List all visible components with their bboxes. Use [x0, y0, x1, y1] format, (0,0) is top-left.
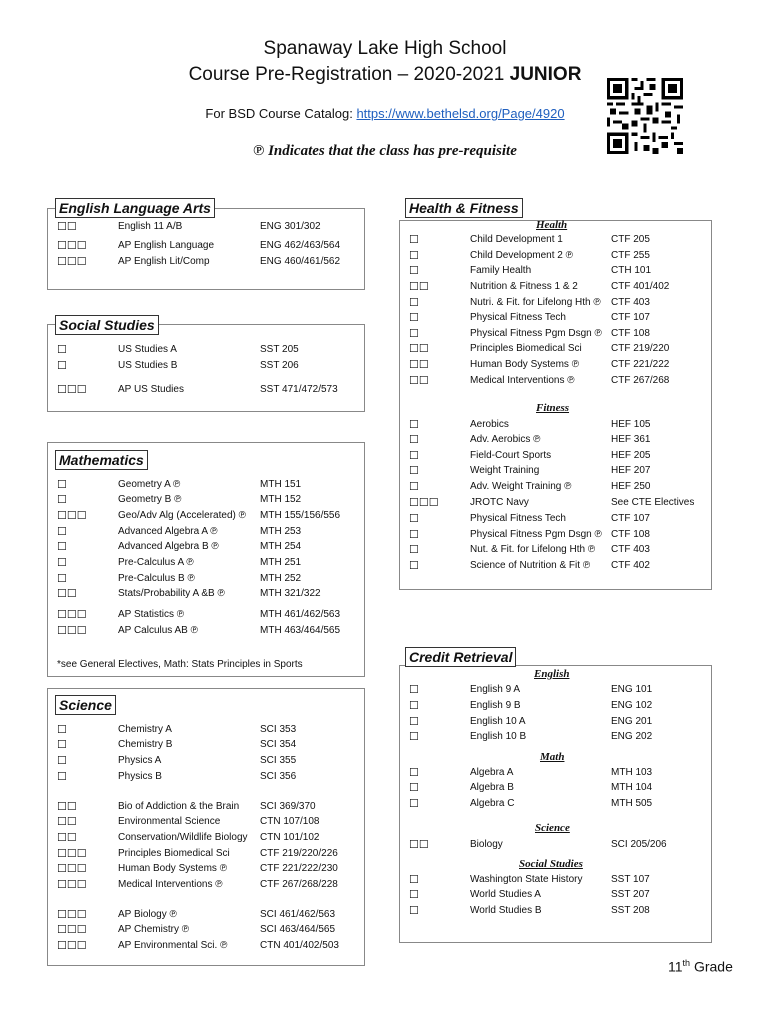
course-code: CTF 219/220	[611, 343, 670, 354]
course-code: SCI 205/206	[611, 839, 667, 850]
course-name: Science of Nutrition & Fit ℗	[470, 560, 591, 571]
course-code: MTH 155/156/556	[260, 510, 341, 521]
course-name: AP Environmental Sci. ℗	[118, 940, 228, 951]
grade-label	[668, 958, 733, 975]
course-checkbox[interactable]: ☐	[409, 434, 419, 446]
course-name: Aerobics	[470, 419, 509, 430]
grade-suffix: th	[682, 958, 691, 968]
course-code: MTH 321/322	[260, 588, 321, 599]
course-name: Nutri. & Fit. for Lifelong Hth ℗	[470, 297, 601, 308]
course-name: Chemistry B	[118, 739, 173, 750]
course-checkbox[interactable]: ☐	[409, 312, 419, 324]
title-prefix: Course Pre-Registration – 2020-2021	[188, 64, 510, 85]
course-name: Algebra B	[470, 782, 514, 793]
course-checkbox[interactable]: ☐	[409, 328, 419, 340]
course-checkbox[interactable]: ☐	[409, 700, 419, 712]
course-name: US Studies B	[118, 360, 178, 371]
grade-number: 11	[668, 958, 683, 975]
course-name: Algebra C	[470, 798, 515, 809]
grade-word: Grade	[690, 958, 733, 975]
credit-retrieval-section	[399, 665, 712, 943]
course-name: Human Body Systems ℗	[118, 863, 228, 874]
course-name: Physical Fitness Pgm Dsgn ℗	[470, 328, 602, 339]
course-name: Advanced Algebra A ℗	[118, 526, 218, 537]
course-code: MTH 253	[260, 526, 302, 537]
course-checkbox[interactable]: ☐☐☐	[57, 384, 87, 396]
course-code: MTH 151	[260, 479, 302, 490]
course-code: MTH 104	[611, 782, 653, 793]
course-code: CTF 221/222/230	[260, 863, 338, 874]
course-code: SCI 463/464/565	[260, 924, 336, 935]
social-studies-section-title: Social Studies	[55, 315, 159, 335]
course-checkbox[interactable]: ☐☐☐	[57, 848, 87, 860]
course-name: World Studies A	[470, 889, 541, 900]
course-checkbox[interactable]: ☐☐☐	[57, 924, 87, 936]
course-name: Algebra A	[470, 767, 514, 778]
course-code: CTF 403	[611, 297, 650, 308]
course-code: ENG 460/461/562	[260, 256, 341, 267]
course-name: Advanced Algebra B ℗	[118, 541, 219, 552]
course-code: CTF 221/222	[611, 359, 670, 370]
course-name: Nutrition & Fitness 1 & 2	[470, 281, 578, 292]
course-checkbox[interactable]: ☐	[57, 541, 67, 553]
course-code: SCI 369/370	[260, 801, 316, 812]
course-code: See CTE Electives	[611, 497, 695, 508]
course-checkbox[interactable]: ☐	[409, 297, 419, 309]
course-code: MTH 505	[611, 798, 653, 809]
course-checkbox[interactable]: ☐	[409, 684, 419, 696]
course-name: English 10 B	[470, 731, 527, 742]
science-section-title: Science	[55, 695, 116, 715]
course-code: ENG 201	[611, 716, 653, 727]
course-checkbox[interactable]: ☐	[409, 782, 419, 794]
mathematics-section-title: Mathematics	[55, 450, 148, 470]
course-name: Geometry A ℗	[118, 479, 181, 490]
course-checkbox[interactable]: ☐	[409, 419, 419, 431]
course-name: AP Calculus AB ℗	[118, 625, 198, 636]
course-code: HEF 105	[611, 419, 651, 430]
course-name: Child Development 2 ℗	[470, 250, 573, 261]
course-checkbox[interactable]: ☐	[57, 724, 67, 736]
course-code: HEF 207	[611, 465, 651, 476]
course-checkbox[interactable]: ☐	[409, 560, 419, 572]
course-code: HEF 250	[611, 481, 651, 492]
course-checkbox[interactable]: ☐	[57, 526, 67, 538]
course-code: ENG 301/302	[260, 221, 321, 232]
catalog-link[interactable]: https://www.bethelsd.org/Page/4920	[356, 106, 565, 121]
credit-social-subheading: Social Studies	[519, 858, 583, 870]
course-code: CTF 401/402	[611, 281, 670, 292]
course-checkbox[interactable]: ☐☐☐	[57, 240, 87, 252]
course-name: Bio of Addiction & the Brain	[118, 801, 240, 812]
course-code: CTF 267/268/228	[260, 879, 338, 890]
course-name: English 9 A	[470, 684, 521, 695]
course-name: Weight Training	[470, 465, 540, 476]
course-name: Physical Fitness Pgm Dsgn ℗	[470, 529, 602, 540]
course-checkbox[interactable]: ☐☐	[57, 588, 77, 600]
course-code: SST 107	[611, 874, 650, 885]
credit-english-subheading: English	[534, 668, 570, 680]
course-code: CTN 101/102	[260, 832, 320, 843]
course-checkbox[interactable]: ☐	[57, 739, 67, 751]
course-code: SST 471/472/573	[260, 384, 338, 395]
course-checkbox[interactable]: ☐	[409, 265, 419, 277]
credit-math-subheading: Math	[540, 751, 565, 763]
course-code: SCI 355	[260, 755, 297, 766]
course-name: Principles Biomedical Sci	[118, 848, 230, 859]
course-name: Human Body Systems ℗	[470, 359, 580, 370]
course-code: CTN 401/402/503	[260, 940, 339, 951]
course-code: MTH 103	[611, 767, 653, 778]
credit-retrieval-section-title: Credit Retrieval	[405, 647, 516, 667]
course-name: Physics B	[118, 771, 162, 782]
course-code: CTF 403	[611, 544, 650, 555]
course-checkbox[interactable]: ☐	[57, 771, 67, 783]
fitness-subheading: Fitness	[536, 402, 570, 414]
course-code: MTH 252	[260, 573, 302, 584]
course-checkbox[interactable]: ☐☐	[57, 221, 77, 233]
course-code: SST 205	[260, 344, 299, 355]
course-name: Biology	[470, 839, 503, 850]
course-name: Chemistry A	[118, 724, 172, 735]
course-checkbox[interactable]: ☐	[409, 529, 419, 541]
course-code: CTF 219/220/226	[260, 848, 338, 859]
course-checkbox[interactable]: ☐	[409, 481, 419, 493]
course-checkbox[interactable]: ☐	[57, 494, 67, 506]
course-name: AP Biology ℗	[118, 909, 177, 920]
course-code: MTH 254	[260, 541, 302, 552]
course-name: Geometry B ℗	[118, 494, 182, 505]
course-checkbox[interactable]: ☐	[57, 360, 67, 372]
course-name: Pre-Calculus A ℗	[118, 557, 194, 568]
course-checkbox[interactable]: ☐☐	[409, 343, 429, 355]
course-name: Adv. Aerobics ℗	[470, 434, 541, 445]
course-checkbox[interactable]: ☐	[409, 716, 419, 728]
course-code: SST 208	[611, 905, 650, 916]
course-code: CTF 107	[611, 513, 650, 524]
course-name: AP US Studies	[118, 384, 184, 395]
qr-code-icon	[607, 78, 683, 154]
course-code: CTF 402	[611, 560, 650, 571]
course-code: ENG 462/463/564	[260, 240, 341, 251]
course-name: World Studies B	[470, 905, 542, 916]
course-checkbox[interactable]: ☐☐☐	[57, 879, 87, 891]
course-name: Nut. & Fit. for Lifelong Hth ℗	[470, 544, 596, 555]
course-name: Medical Interventions ℗	[470, 375, 575, 386]
course-checkbox[interactable]: ☐☐☐	[57, 625, 87, 637]
course-checkbox[interactable]: ☐	[409, 544, 419, 556]
course-checkbox[interactable]: ☐☐☐	[57, 256, 87, 268]
course-name: Conservation/Wildlife Biology	[118, 832, 248, 843]
social-studies-section	[47, 324, 365, 412]
course-code: CTF 108	[611, 328, 650, 339]
course-checkbox[interactable]: ☐☐	[409, 281, 429, 293]
course-code: CTH 101	[611, 265, 652, 276]
course-name: Physical Fitness Tech	[470, 513, 566, 524]
course-checkbox[interactable]: ☐	[409, 798, 419, 810]
course-name: Washington State History	[470, 874, 583, 885]
credit-science-subheading: Science	[535, 822, 570, 834]
course-checkbox[interactable]: ☐	[409, 450, 419, 462]
course-code: SST 206	[260, 360, 299, 371]
course-checkbox[interactable]: ☐☐	[409, 839, 429, 851]
course-checkbox[interactable]: ☐	[409, 889, 419, 901]
course-code: MTH 461/462/563	[260, 609, 341, 620]
course-name: Adv. Weight Training ℗	[470, 481, 572, 492]
course-checkbox[interactable]: ☐	[409, 767, 419, 779]
course-name: AP Statistics ℗	[118, 609, 185, 620]
title-grade-level: JUNIOR	[509, 64, 582, 85]
course-code: MTH 251	[260, 557, 302, 568]
course-checkbox[interactable]: ☐☐☐	[57, 909, 87, 921]
course-name: JROTC Navy	[470, 497, 529, 508]
course-name: Principles Biomedical Sci	[470, 343, 582, 354]
prerequisite-note: ℗ Indicates that the class has pre-requisite	[253, 143, 517, 159]
mathematics-section	[47, 442, 365, 677]
course-checkbox[interactable]: ☐	[409, 250, 419, 262]
course-code: HEF 361	[611, 434, 651, 445]
course-checkbox[interactable]: ☐	[57, 557, 67, 569]
course-checkbox[interactable]: ☐☐	[57, 816, 77, 828]
course-name: Child Development 1	[470, 234, 563, 245]
course-code: CTF 267/268	[611, 375, 670, 386]
course-code: ENG 202	[611, 731, 653, 742]
course-code: CTN 107/108	[260, 816, 320, 827]
course-name: Environmental Science	[118, 816, 221, 827]
course-code: CTF 108	[611, 529, 650, 540]
course-name: English 11 A/B	[118, 221, 183, 232]
course-checkbox[interactable]: ☐	[57, 573, 67, 585]
course-checkbox[interactable]: ☐	[409, 874, 419, 886]
health-subheading: Health	[536, 219, 568, 231]
course-checkbox[interactable]: ☐☐	[57, 832, 77, 844]
course-code: CTF 255	[611, 250, 650, 261]
course-code: MTH 463/464/565	[260, 625, 341, 636]
course-checkbox[interactable]: ☐	[409, 905, 419, 917]
course-checkbox[interactable]: ☐☐	[409, 375, 429, 387]
english-section-title: English Language Arts	[55, 198, 215, 218]
course-checkbox[interactable]: ☐☐☐	[57, 940, 87, 952]
course-checkbox[interactable]: ☐	[409, 731, 419, 743]
course-name: Geo/Adv Alg (Accelerated) ℗	[118, 510, 246, 521]
course-checkbox[interactable]: ☐☐	[57, 801, 77, 813]
course-name: Field-Court Sports	[470, 450, 552, 461]
course-name: AP Chemistry ℗	[118, 924, 190, 935]
course-code: CTF 107	[611, 312, 650, 323]
course-name: Pre-Calculus B ℗	[118, 573, 195, 584]
course-name: AP English Language	[118, 240, 215, 251]
course-code: CTF 205	[611, 234, 650, 245]
course-name: Physical Fitness Tech	[470, 312, 566, 323]
course-name: US Studies A	[118, 344, 177, 355]
course-name: Medical Interventions ℗	[118, 879, 223, 890]
math-footnote: *see General Electives, Math: Stats Principles in Sports	[57, 659, 303, 670]
school-name: Spanaway Lake High School	[263, 38, 507, 59]
course-name: English 10 A	[470, 716, 526, 727]
course-name: Stats/Probability A &B ℗	[118, 588, 225, 599]
course-code: HEF 205	[611, 450, 651, 461]
course-name: English 9 B	[470, 700, 521, 711]
course-code: ENG 102	[611, 700, 653, 711]
course-checkbox[interactable]: ☐	[409, 513, 419, 525]
course-checkbox[interactable]: ☐	[57, 755, 67, 767]
catalog-label: For BSD Course Catalog:	[205, 106, 357, 121]
course-checkbox[interactable]: ☐	[57, 344, 67, 356]
course-code: SCI 354	[260, 739, 297, 750]
course-checkbox[interactable]: ☐☐☐	[57, 510, 87, 522]
course-code: ENG 101	[611, 684, 653, 695]
course-checkbox[interactable]: ☐	[409, 465, 419, 477]
course-checkbox[interactable]: ☐	[409, 234, 419, 246]
course-code: SCI 461/462/563	[260, 909, 336, 920]
course-code: SCI 356	[260, 771, 297, 782]
course-code: SCI 353	[260, 724, 297, 735]
course-name: Physics A	[118, 755, 162, 766]
course-checkbox[interactable]: ☐☐☐	[57, 863, 87, 875]
course-name: Family Health	[470, 265, 532, 276]
course-code: SST 207	[611, 889, 650, 900]
course-checkbox[interactable]: ☐☐	[409, 359, 429, 371]
course-checkbox[interactable]: ☐	[57, 479, 67, 491]
course-code: MTH 152	[260, 494, 302, 505]
health-fitness-section-title: Health & Fitness	[405, 198, 523, 218]
course-checkbox[interactable]: ☐☐☐	[57, 609, 87, 621]
course-name: AP English Lit/Comp	[118, 256, 210, 267]
course-checkbox[interactable]: ☐☐☐	[409, 497, 439, 509]
